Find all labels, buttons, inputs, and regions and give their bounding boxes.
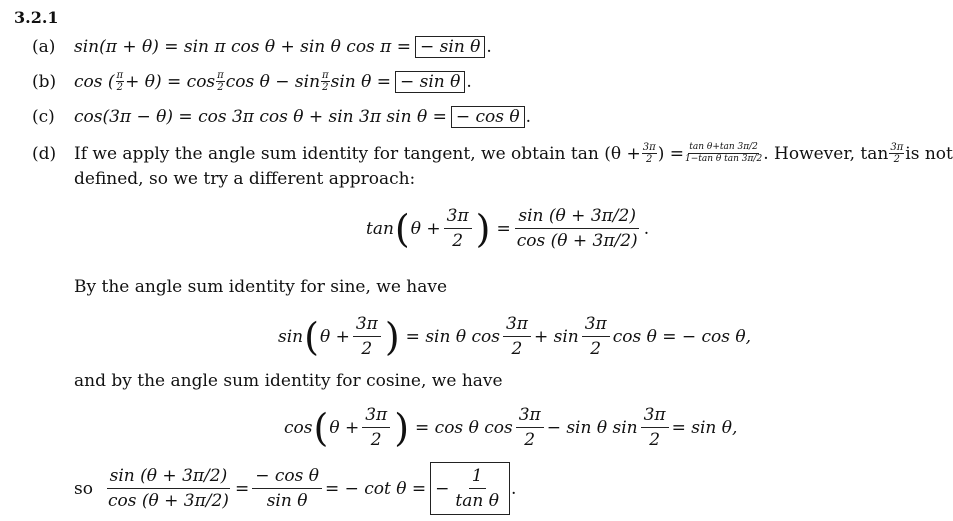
eq3-mid-1: = cos θ cos: [415, 417, 513, 438]
eq3-fraction-b: [516, 404, 544, 451]
part-a-period: .: [486, 37, 492, 57]
fraction-denominator: cos (θ + 3π/2): [107, 491, 229, 511]
equation-tan: [366, 205, 649, 252]
section-title: 3.2.1: [14, 8, 59, 27]
part-a: [32, 36, 492, 58]
part-c: [32, 106, 531, 128]
part-b-period: .: [466, 71, 472, 92]
part-d-label: (d): [32, 143, 57, 164]
equation-final: [74, 462, 516, 515]
fraction-numerator: π: [322, 70, 329, 81]
right-paren: ): [394, 405, 410, 450]
eq1-equals: =: [496, 218, 511, 239]
part-a-answer-box: − sin θ: [415, 36, 485, 58]
fraction-denominator: 2: [322, 82, 329, 93]
fraction-denominator: 1−tan θ tan 3π/2: [684, 154, 763, 164]
part-c-answer-box: − cos θ: [451, 106, 525, 128]
part-c-expression: cos(3π − θ) = cos 3π cos θ + sin 3π sin θ =: [74, 107, 447, 127]
equation-cosine: [284, 404, 737, 451]
fraction-denominator: 2: [116, 82, 123, 93]
eq1-lhs: tan: [366, 218, 394, 239]
part-d-line-1: [32, 142, 953, 165]
fraction-denominator: 2: [361, 339, 373, 359]
fraction-numerator: 3π: [516, 404, 544, 428]
eq1-period: .: [643, 218, 650, 239]
eq4-lhs-fraction: [105, 465, 232, 512]
fraction-numerator: 3π: [444, 205, 472, 229]
fraction-numerator: sin (θ + 3π/2): [515, 205, 639, 229]
eq3-inner: θ +: [329, 417, 360, 438]
part-b-text-2: + θ) = cos: [125, 71, 216, 92]
text-sine-identity: By the angle sum identity for sine, we have: [74, 277, 448, 297]
fraction-denominator: 2: [590, 339, 602, 359]
part-b-fraction-2: [216, 70, 225, 93]
part-d-fraction-3pi-2-b: [889, 142, 904, 165]
fraction-denominator: 2: [524, 430, 536, 450]
fraction-numerator: π: [217, 70, 224, 81]
fraction-denominator: sin θ: [266, 491, 308, 511]
part-d-text-1: If we apply the angle sum identity for tangent, we obtain tan (θ +: [74, 143, 641, 164]
text-cosine-identity: and by the angle sum identity for cosine, we have: [74, 371, 503, 391]
eq4-so: so: [74, 478, 93, 499]
part-b-label: (b): [32, 71, 57, 92]
fraction-denominator: 2: [370, 430, 382, 450]
fraction-numerator: 3π: [582, 313, 610, 337]
fraction-numerator: sin (θ + 3π/2): [107, 465, 231, 489]
part-b-text-3: cos θ − sin: [225, 71, 321, 92]
left-paren: (: [304, 314, 319, 359]
fraction-numerator: 3π: [642, 142, 656, 153]
eq2-mid-3: cos θ = − cos θ,: [612, 326, 752, 347]
eq3-lhs: cos: [284, 417, 313, 438]
part-d-text-2: ) =: [657, 143, 684, 164]
part-b-text-1: cos (: [74, 71, 115, 92]
eq3-mid-3: = sin θ,: [671, 417, 738, 438]
part-d-tan-sum-fraction: [685, 142, 762, 165]
fraction-denominator: 2: [649, 430, 661, 450]
eq2-fraction-a: [353, 313, 381, 360]
fraction-denominator: tan θ: [455, 491, 499, 511]
eq2-fraction-b: [503, 313, 531, 360]
part-b-fraction-1: [116, 70, 125, 93]
eq4-mid: = − cot θ =: [324, 478, 427, 499]
fraction-numerator: π: [116, 70, 124, 81]
part-c-period: .: [525, 107, 532, 127]
eq3-fraction-c: [641, 404, 669, 451]
eq2-mid-1: = sin θ cos: [405, 326, 500, 347]
eq3-mid-2: − sin θ sin: [546, 417, 638, 438]
fraction-numerator: 3π: [362, 404, 390, 428]
fraction-numerator: 3π: [353, 313, 381, 337]
left-paren: (: [313, 405, 329, 450]
eq4-answer-fraction: [452, 465, 502, 512]
fraction-denominator: 2: [452, 231, 464, 251]
part-a-label: (a): [32, 37, 56, 57]
eq3-fraction-a: [362, 404, 390, 451]
part-a-expression: sin(π + θ) = sin π cos θ + sin θ cos π =: [74, 37, 412, 57]
right-paren: ): [384, 314, 400, 359]
part-d-fraction-3pi-2: [642, 142, 657, 165]
eq4-period: .: [510, 478, 517, 499]
eq4-equals: =: [234, 478, 250, 499]
fraction-numerator: 3π: [641, 404, 669, 428]
fraction-denominator: cos (θ + 3π/2): [516, 231, 638, 251]
fraction-denominator: 2: [893, 154, 900, 165]
eq1-inner: θ +: [410, 218, 441, 239]
eq4-minus: −: [435, 478, 450, 499]
fraction-denominator: 2: [646, 154, 653, 165]
eq2-inner: θ +: [319, 326, 350, 347]
eq2-lhs: sin: [278, 326, 304, 347]
eq2-mid-2: + sin: [533, 326, 579, 347]
eq2-fraction-c: [582, 313, 610, 360]
part-b-fraction-3: [321, 70, 330, 93]
part-b: [32, 70, 472, 93]
part-b-answer-box: − sin θ: [395, 71, 465, 93]
fraction-denominator: 2: [511, 339, 523, 359]
fraction-numerator: 1: [469, 465, 486, 489]
equation-sine: [278, 313, 751, 360]
fraction-numerator: 3π: [890, 142, 904, 153]
eq1-fraction-3pi-2: [444, 205, 472, 252]
eq4-answer-box: [430, 462, 510, 515]
eq1-main-fraction: [514, 205, 641, 252]
part-d-text-3: . However, tan: [763, 143, 889, 164]
fraction-numerator: 3π: [503, 313, 531, 337]
part-d-text-4: is not: [905, 143, 953, 164]
eq4-cos-sin-fraction: [252, 465, 322, 512]
fraction-denominator: 2: [217, 82, 224, 93]
part-d-line-2: defined, so we try a different approach:: [74, 169, 416, 189]
fraction-numerator: − cos θ: [252, 465, 322, 489]
left-paren: (: [394, 206, 410, 251]
fraction-numerator: tan θ+tan 3π/2: [689, 142, 758, 152]
part-b-text-4: sin θ =: [330, 71, 391, 92]
part-c-label: (c): [32, 107, 55, 127]
right-paren: ): [475, 206, 491, 251]
